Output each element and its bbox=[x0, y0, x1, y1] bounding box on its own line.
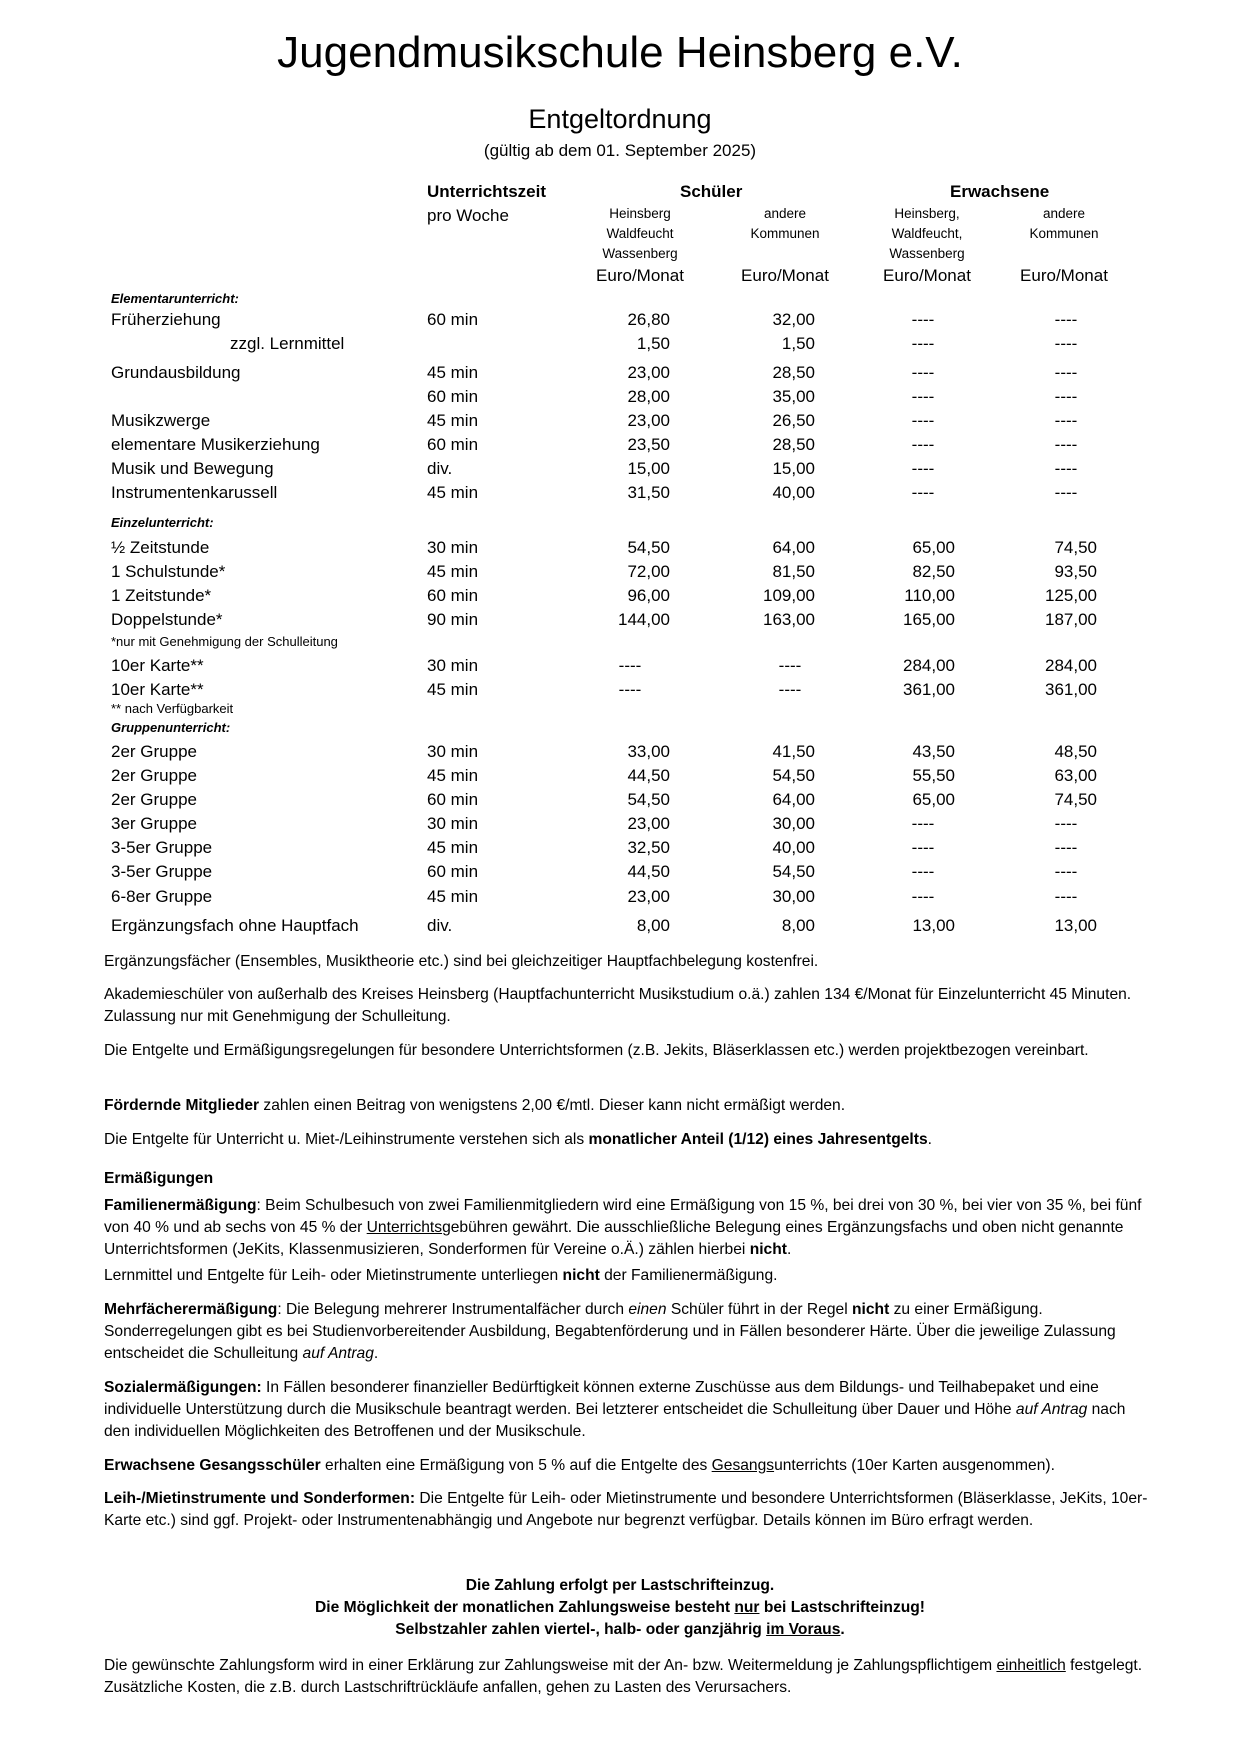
row-time: 45 min bbox=[427, 483, 479, 502]
adults-other-fee: 48,50 bbox=[1054, 742, 1097, 761]
row-label: 3er Gruppe bbox=[111, 814, 197, 833]
students-other-fee: 40,00 bbox=[772, 483, 815, 502]
students-local-fee: 72,00 bbox=[627, 562, 670, 581]
students-local-fee: 28,00 bbox=[627, 387, 670, 406]
students-local-fee: 54,50 bbox=[627, 538, 670, 557]
paragraph-learning-materials: Lernmittel und Entgelte für Leih- oder Mietinstrumente unterliegen nicht der Familienermäßigung. bbox=[104, 1267, 778, 1284]
payment-notice: Die Zahlung erfolgt per Lastschrifteinzug. Die Möglichkeit der monatlichen Zahlungsweise besteht nur bei Lastschrifteinzug! Selbstzahler zahlen viertel-, halb- oder ganzjährig im Voraus. bbox=[314, 1577, 925, 1638]
students-other-fee: 32,00 bbox=[772, 310, 815, 329]
students-local-fee: 23,50 bbox=[627, 435, 670, 454]
row-time: 60 min bbox=[427, 790, 479, 809]
row-time: 30 min bbox=[427, 538, 479, 557]
students-local-fee: 96,00 bbox=[627, 586, 670, 605]
paragraph-multi-subject: Mehrfächerermäßigung: Die Belegung mehrerer Instrumentalfächer durch einen Schüler führt in der Regel nicht zu einer Ermäßigung. Sonderregelungen gibt es bei Studienvorbereitender Ausbildung, Begabtenförderung und in Fällen besonderer Härte. Über die jeweilige Zulassung entscheidet die Schulleitung auf Antrag. bbox=[104, 1301, 1116, 1362]
adults-local-fee: 165,00 bbox=[903, 610, 955, 629]
adults-local-fee: ---- bbox=[911, 334, 935, 353]
paragraph-social-discount: Sozialermäßigungen: In Fällen besonderer finanzieller Bedürftigkeit können externe Zuschüsse aus dem Bildungs- und Teilhabepaket und eine individuelle Unterstützung durch die Musikschule beantragt werden. Bei letzterer entscheidet die Schulleitung über Dauer und Höhe auf Antrag nach den individuellen Möglichkeiten des Betroffenen und der Musikschule. bbox=[104, 1379, 1126, 1440]
adults-local-fee: 82,50 bbox=[912, 562, 955, 581]
adults-local-fee: ---- bbox=[911, 887, 935, 906]
students-local-fee: 33,00 bbox=[627, 742, 670, 761]
row-label: Musik und Bewegung bbox=[111, 459, 274, 478]
adults-other-fee: ---- bbox=[1054, 363, 1078, 382]
paragraph-supplementary: Ergänzungsfächer (Ensembles, Musiktheorie etc.) sind bei gleichzeitiger Hauptfachbelegung kostenfrei. bbox=[104, 953, 819, 970]
row-time: 45 min bbox=[427, 838, 479, 857]
students-other-fee: 54,50 bbox=[772, 862, 815, 881]
adults-group-header: Erwachsene bbox=[950, 182, 1050, 201]
students-local-fee: ---- bbox=[618, 656, 642, 675]
students-local-fee: 23,00 bbox=[627, 411, 670, 430]
row-label: elementare Musikerziehung bbox=[111, 435, 320, 454]
students-other-fee: 30,00 bbox=[772, 887, 815, 906]
adults-local-fee: ---- bbox=[911, 435, 935, 454]
row-label: 10er Karte** bbox=[111, 656, 204, 675]
adults-other-fee: 187,00 bbox=[1045, 610, 1097, 629]
students-local-header: Heinsberg Waldfeucht Wassenberg bbox=[602, 206, 678, 261]
adults-local-fee: ---- bbox=[911, 387, 935, 406]
adults-local-fee: ---- bbox=[911, 814, 935, 833]
adults-other-fee: 13,00 bbox=[1054, 916, 1097, 935]
paragraph-family-discount: Familienermäßigung: Beim Schulbesuch von zwei Familienmitgliedern wird eine Ermäßigung von 15 %, bei drei von 30 %, bei vier von 35 %, bei fünf von 40 % und ab sechs von 45 % der Unterrichtsgebühren gewährt. Die ausschließliche Belegung eines Ergänzungsfachs und oben nicht genannte Unterrichtsformen (JeKits, Klassenmusizieren, Sonderformen für Vereine o.Ä.) zählen hierbei nicht. bbox=[104, 1197, 1142, 1258]
students-other-fee: 28,50 bbox=[772, 363, 815, 382]
adults-local-fee: 43,50 bbox=[912, 742, 955, 761]
students-local-fee: 23,00 bbox=[627, 887, 670, 906]
paragraph-supporting-members: Fördernde Mitglieder zahlen einen Beitrag von wenigstens 2,00 €/mtl. Dieser kann nicht ermäßigt werden. bbox=[104, 1097, 846, 1114]
row-label: 2er Gruppe bbox=[111, 790, 197, 809]
row-time: 30 min bbox=[427, 742, 479, 761]
students-other-header: andere Kommunen bbox=[750, 206, 820, 241]
paragraph-academy: Akademieschüler von außerhalb des Kreises Heinsberg (Hauptfachunterricht Musikstudium o.ä.) zahlen 134 €/Monat für Einzelunterricht 45 Minuten. Zulassung nur mit Genehmigung der Schulleitung. bbox=[104, 986, 1132, 1025]
students-other-fee: 41,50 bbox=[772, 742, 815, 761]
row-time: div. bbox=[427, 916, 453, 935]
time-column-header: Unterrichtszeit bbox=[427, 182, 547, 201]
unit-students-other: Euro/Monat bbox=[741, 266, 829, 285]
row-time: 45 min bbox=[427, 411, 479, 430]
students-other-fee: 35,00 bbox=[772, 387, 815, 406]
adults-other-fee: 361,00 bbox=[1045, 680, 1097, 699]
row-label: 3-5er Gruppe bbox=[111, 862, 213, 881]
students-other-fee: 64,00 bbox=[772, 538, 815, 557]
students-other-fee: 81,50 bbox=[772, 562, 815, 581]
row-time: 60 min bbox=[427, 862, 479, 881]
note-availability: ** nach Verfügbarkeit bbox=[111, 701, 234, 716]
row-label: zzgl. Lernmittel bbox=[230, 334, 345, 353]
students-local-fee: 15,00 bbox=[627, 459, 670, 478]
adults-local-header: Heinsberg, Waldfeucht, Wassenberg bbox=[889, 206, 965, 261]
discounts-heading: Ermäßigungen bbox=[104, 1170, 214, 1187]
school-title: Jugendmusikschule Heinsberg e.V. bbox=[277, 28, 963, 77]
row-time: 60 min bbox=[427, 435, 479, 454]
row-time: 45 min bbox=[427, 680, 479, 699]
adults-local-fee: 284,00 bbox=[903, 656, 955, 675]
students-local-fee: 8,00 bbox=[636, 916, 670, 935]
row-label: Instrumentenkarussell bbox=[111, 483, 278, 502]
adults-local-fee: ---- bbox=[911, 838, 935, 857]
adults-other-fee: 284,00 bbox=[1045, 656, 1097, 675]
students-other-fee: 64,00 bbox=[772, 790, 815, 809]
students-other-fee: 15,00 bbox=[772, 459, 815, 478]
row-label: 2er Gruppe bbox=[111, 742, 197, 761]
adults-local-fee: ---- bbox=[911, 310, 935, 329]
students-local-fee: 54,50 bbox=[627, 790, 670, 809]
unit-adults-other: Euro/Monat bbox=[1020, 266, 1108, 285]
students-local-fee: 26,80 bbox=[627, 310, 670, 329]
students-other-fee: 28,50 bbox=[772, 435, 815, 454]
row-time: 45 min bbox=[427, 766, 479, 785]
adults-other-fee: ---- bbox=[1054, 387, 1078, 406]
row-time: 60 min bbox=[427, 586, 479, 605]
adults-other-header: andere Kommunen bbox=[1029, 206, 1099, 241]
adults-local-fee: ---- bbox=[911, 483, 935, 502]
students-other-fee: ---- bbox=[778, 656, 802, 675]
validity-date: (gültig ab dem 01. September 2025) bbox=[483, 141, 757, 160]
students-other-fee: 26,50 bbox=[772, 411, 815, 430]
row-time: div. bbox=[427, 459, 453, 478]
adults-other-fee: 93,50 bbox=[1054, 562, 1097, 581]
adults-other-fee: 74,50 bbox=[1054, 790, 1097, 809]
adults-local-fee: 55,50 bbox=[912, 766, 955, 785]
students-other-fee: 54,50 bbox=[772, 766, 815, 785]
row-label: Grundausbildung bbox=[111, 363, 241, 382]
adults-other-fee: ---- bbox=[1054, 435, 1078, 454]
adults-other-fee: ---- bbox=[1054, 459, 1078, 478]
students-other-fee: 40,00 bbox=[772, 838, 815, 857]
students-local-fee: 32,50 bbox=[627, 838, 670, 857]
unit-adults-local: Euro/Monat bbox=[883, 266, 971, 285]
row-label: Musikzwerge bbox=[111, 411, 211, 430]
document-title: Entgeltordnung bbox=[528, 104, 712, 134]
adults-other-fee: 74,50 bbox=[1054, 538, 1097, 557]
section-elementary: Elementarunterricht: bbox=[111, 291, 239, 306]
row-time: 30 min bbox=[427, 814, 479, 833]
row-label: Ergänzungsfach ohne Hauptfach bbox=[111, 916, 359, 935]
time-column-subheader: pro Woche bbox=[427, 206, 509, 225]
section-individual: Einzelunterricht: bbox=[111, 515, 214, 530]
students-local-fee: 1,50 bbox=[636, 334, 670, 353]
adults-local-fee: 65,00 bbox=[912, 790, 955, 809]
row-label: 1 Schulstunde* bbox=[111, 562, 226, 581]
adults-local-fee: 110,00 bbox=[904, 586, 955, 605]
students-local-fee: 44,50 bbox=[627, 766, 670, 785]
students-other-fee: 30,00 bbox=[772, 814, 815, 833]
row-label: 1 Zeitstunde* bbox=[111, 586, 212, 605]
adults-other-fee: ---- bbox=[1054, 334, 1078, 353]
students-other-fee: 163,00 bbox=[763, 610, 815, 629]
row-time: 90 min bbox=[427, 610, 479, 629]
adults-other-fee: ---- bbox=[1054, 411, 1078, 430]
students-local-fee: 31,50 bbox=[627, 483, 670, 502]
row-time: 45 min bbox=[427, 887, 479, 906]
row-time: 45 min bbox=[427, 363, 479, 382]
adults-other-fee: ---- bbox=[1054, 814, 1078, 833]
students-local-fee: 23,00 bbox=[627, 814, 670, 833]
adults-other-fee: ---- bbox=[1054, 838, 1078, 857]
students-other-fee: 8,00 bbox=[781, 916, 815, 935]
students-local-fee: 144,00 bbox=[618, 610, 670, 629]
paragraph-special-forms: Die Entgelte und Ermäßigungsregelungen für besondere Unterrichtsformen (z.B. Jekits, Bläserklassen etc.) werden projektbezogen vereinbart. bbox=[104, 1042, 1089, 1059]
row-label: Früherziehung bbox=[111, 310, 221, 329]
students-local-fee: 23,00 bbox=[627, 363, 670, 382]
students-group-header: Schüler bbox=[680, 182, 743, 201]
note-approval: *nur mit Genehmigung der Schulleitung bbox=[111, 634, 338, 649]
row-time: 45 min bbox=[427, 562, 479, 581]
paragraph-rental-instruments: Leih-/Mietinstrumente und Sonderformen: Die Entgelte für Leih- oder Mietinstrumente und besondere Unterrichtsformen (Bläserklasse, JeKits, 10er-Karte etc.) sind ggf. Projekt- oder Instrumentenabhängig und Angebote nur begrenzt verfügbar. Details können im Büro erfragt werden. bbox=[104, 1490, 1148, 1529]
paragraph-payment-form: Die gewünschte Zahlungsform wird in einer Erklärung zur Zahlungsweise mit der An- bzw. Weitermeldung je Zahlungspflichtigem einheitlich festgelegt. Zusätzliche Kosten, die z.B. durch Lastschriftrückläufe anfallen, gehen zu Lasten des Verursachers. bbox=[104, 1657, 1143, 1696]
row-label: ½ Zeitstunde bbox=[111, 538, 210, 557]
row-time: 60 min bbox=[427, 310, 479, 329]
unit-students-local: Euro/Monat bbox=[596, 266, 684, 285]
students-other-fee: 109,00 bbox=[763, 586, 815, 605]
row-time: 60 min bbox=[427, 387, 479, 406]
row-label: 3-5er Gruppe bbox=[111, 838, 213, 857]
adults-local-fee: 361,00 bbox=[903, 680, 955, 699]
adults-other-fee: ---- bbox=[1054, 310, 1078, 329]
students-other-fee: 1,50 bbox=[781, 334, 815, 353]
paragraph-vocal-discount: Erwachsene Gesangsschüler erhalten eine Ermäßigung von 5 % auf die Entgelte des Gesangsunterrichts (10er Karten ausgenommen). bbox=[104, 1457, 1055, 1474]
row-label: 6-8er Gruppe bbox=[111, 887, 213, 906]
row-label: 10er Karte** bbox=[111, 680, 204, 699]
adults-local-fee: ---- bbox=[911, 459, 935, 478]
adults-other-fee: ---- bbox=[1054, 887, 1078, 906]
paragraph-annual-fee: Die Entgelte für Unterricht u. Miet-/Leihinstrumente verstehen sich als monatlicher Anteil (1/12) eines Jahresentgelts. bbox=[104, 1131, 932, 1148]
adults-local-fee: ---- bbox=[911, 411, 935, 430]
students-other-fee: ---- bbox=[778, 680, 802, 699]
adults-other-fee: ---- bbox=[1054, 862, 1078, 881]
row-label: Doppelstunde* bbox=[111, 610, 223, 629]
row-time: 30 min bbox=[427, 656, 479, 675]
students-local-fee: 44,50 bbox=[627, 862, 670, 881]
adults-other-fee: 125,00 bbox=[1045, 586, 1097, 605]
row-label: 2er Gruppe bbox=[111, 766, 197, 785]
students-local-fee: ---- bbox=[618, 680, 642, 699]
adults-other-fee: 63,00 bbox=[1054, 766, 1097, 785]
section-group: Gruppenunterricht: bbox=[111, 720, 231, 735]
adults-local-fee: ---- bbox=[911, 363, 935, 382]
adults-local-fee: 13,00 bbox=[912, 916, 955, 935]
adults-local-fee: 65,00 bbox=[912, 538, 955, 557]
adults-local-fee: ---- bbox=[911, 862, 935, 881]
adults-other-fee: ---- bbox=[1054, 483, 1078, 502]
